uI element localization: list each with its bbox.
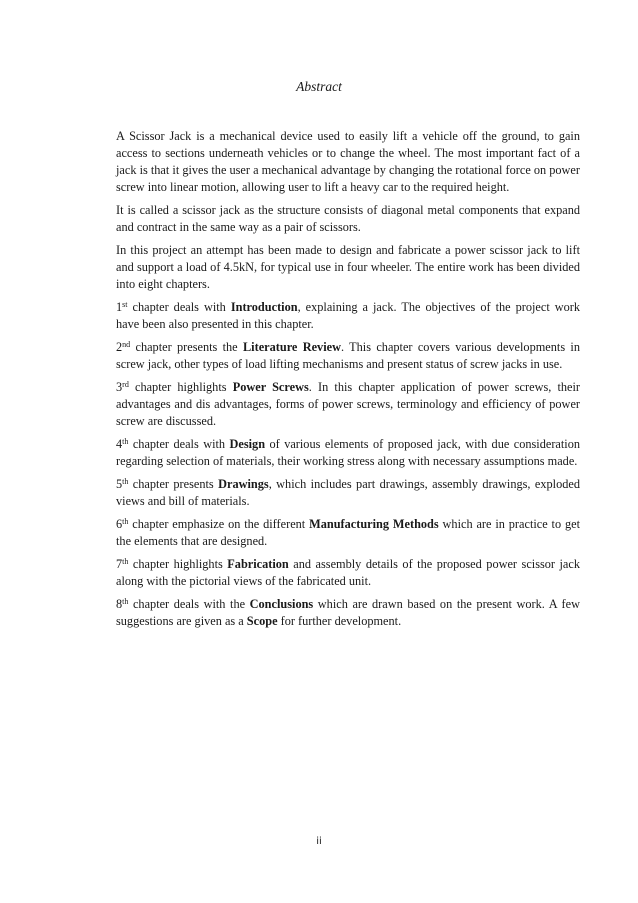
chapter-text: . This chapter covers various developments in screw jack, other types of load lifting mechanisms and present status of screw jacks in use. — [116, 340, 580, 371]
chapter-topic: Scope — [246, 614, 278, 628]
chapter-text: which are in practice to get the elements that are designed. — [116, 517, 581, 548]
chapter-text: which are drawn based on the present work. A few suggestions are given as a — [116, 597, 580, 628]
chapter-ordinal: rd — [122, 380, 129, 389]
chapter-number: 7 — [116, 557, 123, 571]
chapter-topic: Fabrication — [227, 557, 289, 571]
chapter-text: chapter highlights — [128, 557, 228, 571]
chapter-text: of various elements of proposed jack, with due consideration regarding selection of materials, their working stress along with necessary assumptions made. — [116, 437, 581, 468]
chapter-topic: Literature Review — [242, 340, 341, 354]
chapter-topic: Introduction — [230, 300, 298, 314]
abstract-title: Abstract — [296, 79, 342, 94]
chapter-text: chapter deals with — [128, 437, 230, 451]
chapter-text: chapter deals with — [127, 300, 231, 314]
chapter-text: . In this chapter application of power screws, their advantages and dis advantages, forms of power screws, terminology and efficiency of power screw are discussed. — [116, 380, 581, 428]
chapter-ordinal: th — [122, 477, 129, 486]
chapter-paragraph — [116, 299, 580, 333]
chapter-text: chapter deals with the — [128, 597, 250, 611]
chapter-paragraph — [116, 436, 580, 470]
chapter-ordinal: nd — [122, 340, 131, 349]
chapter-paragraph — [116, 339, 580, 373]
chapter-paragraph — [116, 556, 580, 590]
intro-paragraph: A Scissor Jack is a mechanical device used to easily lift a vehicle off the ground, to gain access to sections underneath vehicles or to change the wheel. The most important fact of a jack is that it gives the user a mechanical advantage by changing the rotational force on power screw into linear motion, allowing user to lift a heavy car to the required height. — [116, 129, 580, 194]
chapter-text: and assembly details of the proposed power scissor jack along with the pictorial views of the fabricated unit. — [116, 557, 580, 588]
chapter-number: 2 — [116, 340, 123, 354]
chapter-paragraph — [116, 379, 580, 430]
chapter-ordinal: th — [122, 437, 129, 446]
chapter-topic: Design — [229, 437, 266, 451]
chapter-paragraph — [116, 476, 580, 510]
chapter-paragraph — [116, 596, 580, 630]
chapter-ordinal: th — [122, 557, 129, 566]
chapter-number: 6 — [116, 517, 123, 531]
chapter-text: chapter highlights — [128, 380, 233, 394]
chapter-ordinal: th — [122, 597, 129, 606]
intro-paragraph: It is called a scissor jack as the structure consists of diagonal metal components that expand and contract in the same way as a pair of scissors. — [116, 203, 580, 234]
chapter-paragraph — [116, 516, 580, 550]
chapter-text: , which includes part drawings, assembly drawings, exploded views and bill of materials. — [116, 477, 580, 508]
chapter-text: chapter presents — [128, 477, 219, 491]
page-number: ii — [316, 836, 322, 847]
chapter-text: chapter emphasize on the different — [128, 517, 310, 531]
abstract-body — [116, 128, 580, 636]
chapter-number: 3 — [116, 380, 123, 394]
intro-paragraph: In this project an attempt has been made to design and fabricate a power scissor jack to lift and support a load of 4.5kN, for typical use in four wheeler. The entire work has been divided into eight chapters. — [116, 243, 580, 291]
chapter-text: , explaining a jack. The objectives of the project work have been also presented in this chapter. — [116, 300, 581, 331]
chapter-topic: Conclusions — [249, 597, 314, 611]
chapter-number: 8 — [116, 597, 123, 611]
chapter-topic: Manufacturing Methods — [309, 517, 439, 531]
chapter-ordinal: st — [122, 300, 128, 309]
chapter-text: for further development. — [277, 614, 402, 628]
chapter-topic: Drawings — [218, 477, 269, 491]
chapter-topic: Power Screws — [232, 380, 309, 394]
chapter-number: 4 — [116, 437, 123, 451]
chapter-number: 5 — [116, 477, 123, 491]
chapter-number: 1 — [116, 300, 123, 314]
chapter-text: chapter presents the — [130, 340, 243, 354]
chapter-ordinal: th — [122, 517, 129, 526]
